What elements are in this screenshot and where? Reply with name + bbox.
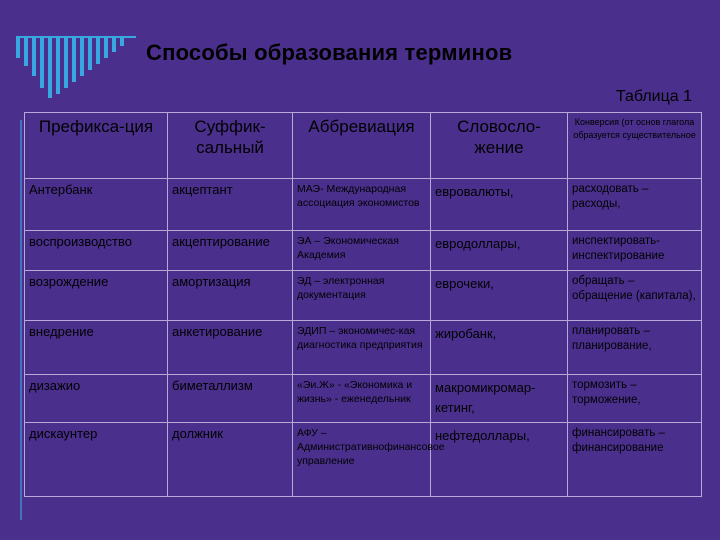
table-row [25,375,702,423]
cell-abbreviation: АФУ – Административнофинансовое управление [293,423,431,497]
decorative-line-left [20,120,22,520]
header-prefixation: Префикса-ция [25,113,168,179]
table-row [25,179,702,231]
header-conversion: Конверсия (от основ глагола образуется существительное [568,113,702,179]
cell-conversion: инспектировать-инспектирование [568,231,702,271]
cell-compounding: нефтедоллары, [431,423,568,497]
table-header-row [25,113,702,179]
cell-prefixation: возрождение [25,271,168,321]
cell-abbreviation: ЭД – электронная документация [293,271,431,321]
cell-conversion: финансировать – финансирование [568,423,702,497]
table-row [25,231,702,271]
cell-compounding: макромикромар-кетинг, [431,375,568,423]
cell-prefixation: внедрение [25,321,168,375]
table-row [25,423,702,497]
header-compounding: Словосло-жение [431,113,568,179]
cell-suffixation: акцептант [168,179,293,231]
cell-conversion: планировать – планирование, [568,321,702,375]
cell-suffixation: акцептирование [168,231,293,271]
header-suffixation: Суффик-сальный [168,113,293,179]
cell-abbreviation: «Эи.Ж» - «Экономика и жизнь» - еженедельник [293,375,431,423]
cell-prefixation: воспроизводство [25,231,168,271]
cell-prefixation: дискаунтер [25,423,168,497]
cell-compounding: евровалюты, [431,179,568,231]
cell-conversion: обращать – обращение (капитала), [568,271,702,321]
cell-conversion: тормозить – торможение, [568,375,702,423]
terms-table [24,112,702,497]
decorative-line-top [16,36,136,38]
cell-abbreviation: ЭДИП – экономичес-кая диагностика предприятия [293,321,431,375]
cell-suffixation: амортизация [168,271,293,321]
slide-title: Способы образования терминов [146,40,513,65]
header-abbreviation: Аббревиация [293,113,431,179]
cell-prefixation: дизажио [25,375,168,423]
table-label: Таблица 1 [615,88,692,105]
cell-compounding: евродоллары, [431,231,568,271]
cell-compounding: жиробанк, [431,321,568,375]
cell-suffixation: должник [168,423,293,497]
cell-prefixation: Антербанк [25,179,168,231]
cell-conversion: расходовать – расходы, [568,179,702,231]
table-row [25,271,702,321]
cell-abbreviation: МАЭ- Международная ассоциация экономистов [293,179,431,231]
cell-abbreviation: ЭА – Экономическая Академия [293,231,431,271]
table-row [25,321,702,375]
cell-compounding: еврочеки, [431,271,568,321]
cell-suffixation: биметаллизм [168,375,293,423]
cell-suffixation: анкетирование [168,321,293,375]
